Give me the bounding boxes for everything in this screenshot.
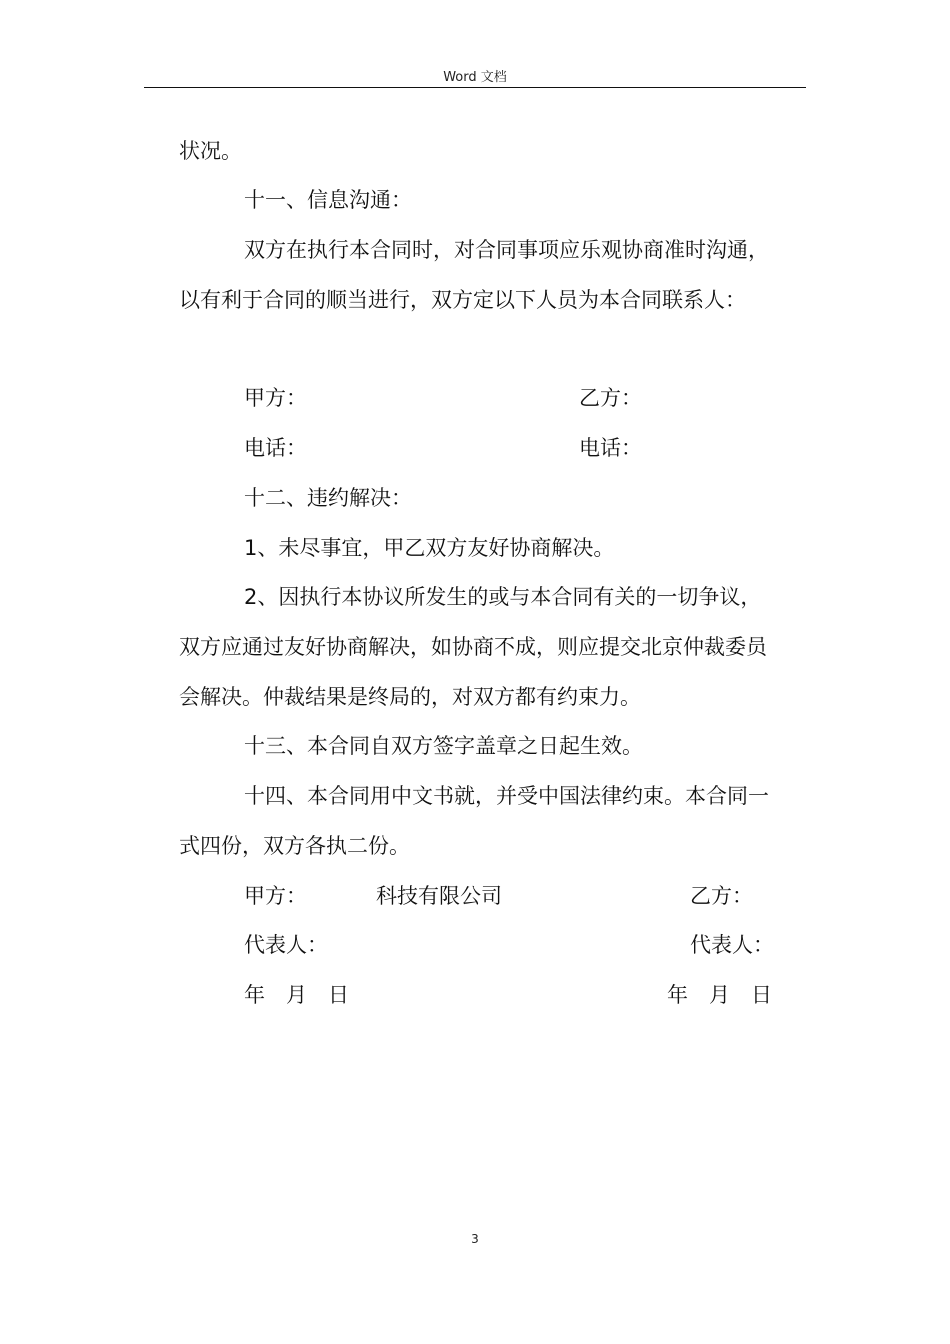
paragraph-status: 状况。 — [179, 139, 242, 163]
representative-a-label: 代表人： — [244, 933, 328, 957]
signature-party-b-label: 乙方： — [690, 884, 753, 908]
section-12-item-2-line-2: 双方应通过友好协商解决，如协商不成，则应提交北京仲裁委员 — [179, 635, 767, 659]
phone-party-b-label: 电话： — [579, 436, 642, 460]
section-12-item-2-line-1: 2、因执行本协议所发生的或与本合同有关的一切争议， — [244, 585, 762, 609]
section-13: 十三、本合同自双方签字盖章之日起生效。 — [244, 734, 643, 758]
section-11-heading: 十一、信息沟通： — [244, 188, 412, 212]
signature-party-a-name: 科技有限公司 — [376, 884, 502, 908]
phone-party-a-label: 电话： — [244, 436, 307, 460]
section-12-item-2-line-3: 会解决。仲裁结果是终局的，对双方都有约束力。 — [179, 685, 641, 709]
date-party-b: 年 月 日 — [667, 983, 772, 1007]
page-number: 3 — [471, 1232, 479, 1246]
representative-b-label: 代表人： — [690, 933, 774, 957]
date-party-a: 年 月 日 — [244, 983, 349, 1007]
page-header: Word 文档 — [443, 70, 507, 85]
section-12-item-1: 1、未尽事宜，甲乙双方友好协商解决。 — [244, 536, 615, 560]
section-11-line-2: 以有利于合同的顺当进行，双方定以下人员为本合同联系人： — [179, 288, 746, 312]
header-rule — [144, 87, 806, 88]
section-11-line-1: 双方在执行本合同时，对合同事项应乐观协商准时沟通， — [244, 238, 769, 262]
section-14-line-1: 十四、本合同用中文书就，并受中国法律约束。本合同一 — [244, 784, 769, 808]
section-12-heading: 十二、违约解决： — [244, 486, 412, 510]
section-14-line-2: 式四份，双方各执二份。 — [179, 834, 410, 858]
signature-party-a-label: 甲方： — [244, 884, 307, 908]
contact-party-a-label: 甲方： — [244, 386, 307, 410]
contact-party-b-label: 乙方： — [579, 386, 642, 410]
